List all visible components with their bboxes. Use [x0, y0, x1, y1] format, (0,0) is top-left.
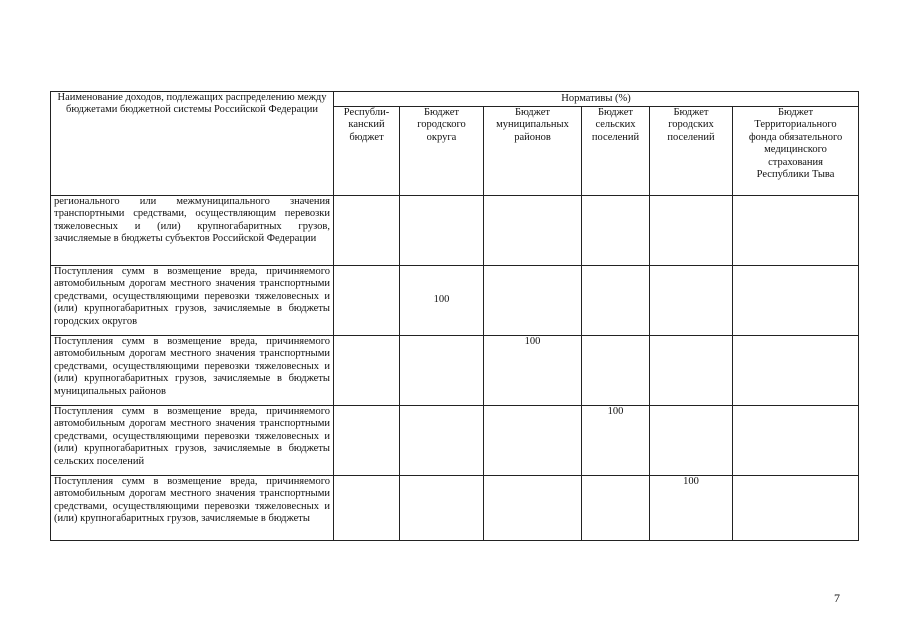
value-cell	[733, 406, 859, 476]
column-header-republic-budget	[334, 107, 400, 196]
income-name-cell: Поступления сумм в возмещение вреда, причиняемого автомобильным дорогам местного значения транспортными средствами, осуществляющими перевозки тяжеловесных и (или) крупногабаритных грузов, зачисляемые в бюджеты сельских поселений	[51, 406, 334, 476]
table-row	[51, 196, 859, 266]
value-cell: 100	[484, 336, 582, 406]
column-header-municipal-district-budget	[484, 107, 582, 196]
column-header-label: Бюджет сельских поселений	[591, 107, 640, 143]
column-header-label: Бюджет городских поселений	[667, 107, 715, 143]
header-row-group	[51, 92, 859, 107]
page-number: 7	[834, 591, 840, 605]
value-cell	[484, 476, 582, 541]
norms-group-header: Нормативы (%)	[334, 92, 859, 107]
value-cell	[582, 476, 650, 541]
value-cell	[582, 196, 650, 266]
value-cell	[650, 196, 733, 266]
income-name-cell: регионального или межмуниципального значения транспортными средствами, осуществляющим перевозки тяжеловесных и (или) крупногабаритных грузов, зачисляемые в бюджеты субъектов Российской Федерации	[51, 196, 334, 266]
column-header-medical-insurance-fund-budget	[733, 107, 859, 196]
column-header-city-district-budget	[400, 107, 484, 196]
value-cell	[334, 336, 400, 406]
value-cell	[400, 476, 484, 541]
value-cell: 100	[400, 266, 484, 336]
value-cell	[400, 336, 484, 406]
income-name-cell: Поступления сумм в возмещение вреда, причиняемого автомобильным дорогам местного значения транспортными средствами, осуществляющими перевозки тяжеловесных и (или) крупногабаритных грузов, зачисляемые в бюджеты городских округов	[51, 266, 334, 336]
value-cell	[334, 406, 400, 476]
value-cell	[733, 476, 859, 541]
column-header-rural-settlement-budget	[582, 107, 650, 196]
value-cell	[733, 196, 859, 266]
value-cell	[400, 196, 484, 266]
value-cell	[582, 266, 650, 336]
value-cell	[650, 336, 733, 406]
column-header-label: Бюджет городского округа	[417, 107, 466, 143]
value-cell	[582, 336, 650, 406]
value-cell	[650, 266, 733, 336]
table-row	[51, 266, 859, 336]
column-header-label: Бюджет муниципальных районов	[496, 107, 569, 143]
value-cell	[334, 476, 400, 541]
value-cell	[733, 336, 859, 406]
budget-norms-table	[50, 91, 859, 541]
value-cell	[484, 266, 582, 336]
table-row	[51, 336, 859, 406]
income-name-header: Наименование доходов, подлежащих распределению между бюджетами бюджетной системы Российской Федерации	[51, 92, 334, 196]
column-header-label: Бюджет Территориального фонда обязательного медицинского страхования Республики Тыва	[748, 107, 843, 181]
value-cell	[484, 196, 582, 266]
table-row	[51, 406, 859, 476]
income-name-cell: Поступления сумм в возмещение вреда, причиняемого автомобильным дорогам местного значения транспортными средствами, осуществляющими перевозки тяжеловесных и (или) крупногабаритных грузов, зачисляемые в бюджеты	[51, 476, 334, 541]
column-header-label: Республи- канский бюджет	[343, 107, 390, 143]
value-cell	[650, 406, 733, 476]
value-cell	[334, 266, 400, 336]
value-cell	[400, 406, 484, 476]
value-cell	[733, 266, 859, 336]
table-row	[51, 476, 859, 541]
income-name-cell: Поступления сумм в возмещение вреда, причиняемого автомобильным дорогам местного значения транспортными средствами, осуществляющими перевозки тяжеловесных и (или) крупногабаритных грузов, зачисляемые в бюджеты муниципальных районов	[51, 336, 334, 406]
value-cell: 100	[582, 406, 650, 476]
value-cell	[334, 196, 400, 266]
value-cell: 100	[650, 476, 733, 541]
column-header-urban-settlement-budget	[650, 107, 733, 196]
value-cell	[484, 406, 582, 476]
